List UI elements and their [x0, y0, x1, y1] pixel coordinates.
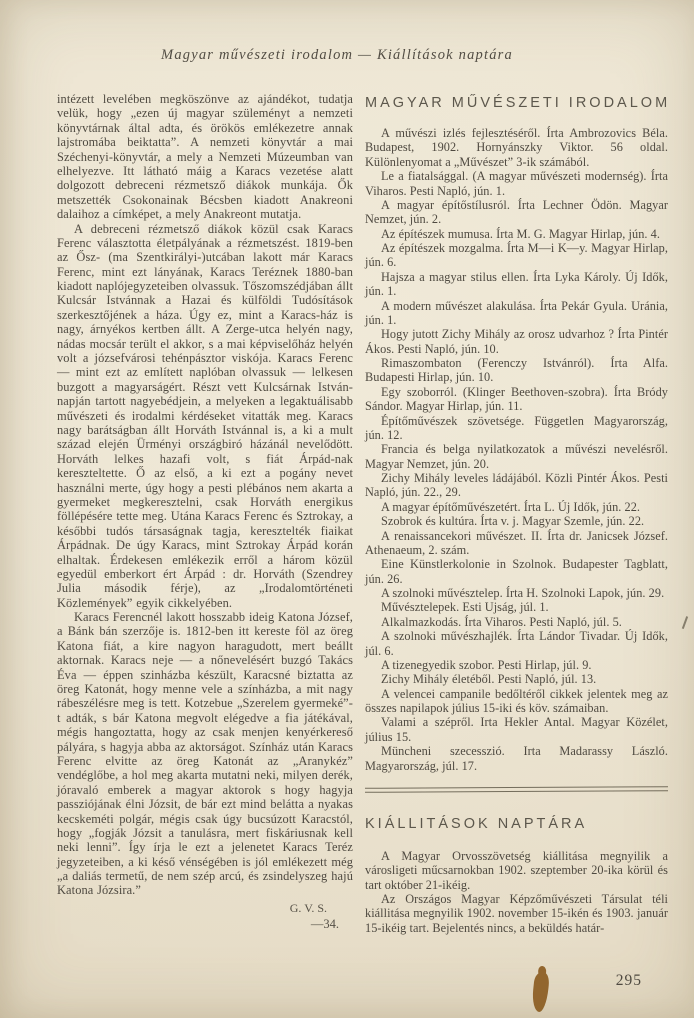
bibliography-entry: A szolnoki művészhajlék. Írta Lándor Tivadar. Új Idők, júl. 6. [365, 629, 668, 658]
bibliography-entry: A renaissancekori művészet. II. Írta dr. Janicsek József. Athenaeum, 2. szám. [365, 528, 668, 557]
bibliography-entry: Zichy Mihály leveles ládájából. Közli Pintér Ákos. Pesti Napló, jún. 22., 29. [365, 471, 668, 500]
ink-stain [531, 971, 550, 1012]
left-column [57, 92, 353, 932]
article-paragraph: intézett levelében megköszönve az ajándékot, tudatja velük, hogy „ezen új magyar szüleményt a nemzeti könyvtárnak által adta, és örökös emlékezetre annak lajstromába beiktatta”. A nemzeti könyvtár a mai Széchenyi-könyvtár, a mely a Nemzeti Múzeumban van elhelyezve. Itt látható máig a Karacs vezetése alatt dolgozott debreceni rézmetsző diákok munkája. Ők metszették Csokonainak Bécsben kiadott Anakreoni dalaihoz a címképet, a mely Anakreont mutatja. [57, 92, 353, 222]
bibliography-entry: Alkalmazkodás. Írta Viharos. Pesti Napló, júl. 5. [381, 614, 622, 629]
article-paragraph: A debreceni rézmetsző diákok közül csak Karacs Ferenc választotta életpályának a rézmetszést. 1819-ben az Ősz- (ma Szentkirályi-)utcában lakott már Karacs Ferenc, mint ezt lányának, Karacs Teréznek 1880-ban kiadott naplójegyzeteiben olvassuk. Tőszomszédjában állt Kulcsár Istvánnak a Hazai és külföldi Tudósítások szerkesztőjének a háza. Úgy ez, mint a Karacs-ház is nagy, árnyékos kertben állt. A Zerge-utca helyén nagy, nádas mocsár terült el akkor, s a mai képviselőház helyén volt a józsefvárosi tehénpásztor viskója. Karacs Ferenc — mint ezt az említett naplóban olvassuk — lelkesen buzgott a magyarságért. Részt vett Kulcsárnak István-napján tartott nagyebédjein, a melyeken a legaktuálisabb művészeti és irodalmi kérdéseket vitatták meg. Karacs nagy barátságban állt Horváth Istvánnal is, a ki a mult század elején Ürményi országbiró házánál nevelődött. Horváth lelkes hazafi volt, s fiát Árpád-nak kereszteltette. Ő az első, a ki ezt a pogány nevet használni merte, úgy hogy a pesti plébános nem akarta a gyermeket megkeresztelni, csak Horváth energikus föllépésére tette meg. Utána Karacs Ferenc és Sztrokay, a későbbi tudós társaságnak tagja, keresztelték fiaikat Árpádnak. De úgy Karacs, mint Sztrokay Árpád korán elhaltak. Érdekesen emlékezik erről a három közül egyedül emberkort ért Árpád : dr. Horváth (Szendrey Julia második férje), az „Irodalomtörténeti Közlemények” egyik cikkelyében. [57, 221, 353, 610]
bibliography-entry: Zichy Mihály életéből. Pesti Napló, júl. 13. [381, 672, 597, 687]
bibliography-entry: Művésztelepek. Esti Ujság, júl. 1. [381, 600, 549, 615]
bibliography-entry: Müncheni szecesszió. Irta Madarassy László. Magyarország, júl. 17. [365, 744, 668, 773]
bibliography-entry: A modern művészet alakulása. Írta Pekár Gyula. Uránia, jún. 1. [365, 298, 668, 327]
bibliography-entry: A magyar építőművészetért. Írta L. Új Idők, jún. 22. [381, 499, 641, 514]
running-head: Magyar művészeti irodalom — Kiállítások naptára [161, 47, 513, 63]
bibliography-entry: Hajsza a magyar stilus ellen. Írta Lyka Károly. Új Idők, jún. 1. [365, 269, 668, 299]
bibliography-entry: Valami a szépről. Irta Hekler Antal. Magyar Közélet, július 15. [365, 715, 668, 744]
bibliography-entry: Eine Künstlerkolonie in Szolnok. Budapester Tagblatt, jún. 26. [365, 557, 668, 586]
article-number: —34. [310, 916, 339, 931]
right-column [365, 92, 671, 935]
section-heading: MAGYAR MŰVÉSZETI IRODALOM [365, 95, 671, 111]
bibliography-entry: A művészi izlés fejlesztéséről. Írta Ambrozovics Béla. Budapest, 1902. Hornyánszky Viktor. 56 oldal. Különlenyomat a „Művészet” 3-ik számából. [365, 126, 668, 169]
calendar-entry: Az Országos Magyar Képzőművészeti Társulat téli kiállitása megnyilik 1902. november 15-ikén és 1903. január 15-ikéig tart. Bejelentés nincs, a beküldés határ- [365, 892, 668, 935]
bibliography-entry: A magyar építőstílusról. Írta Lechner Ödön. Magyar Nemzet, jún. 2. [365, 197, 668, 227]
bibliography-entry: Francia és belga nyilatkozatok a művészi nevelésről. Magyar Nemzet, jún. 20. [365, 442, 668, 471]
bibliography-entry: Építőművészek szövetsége. Független Magyarország, jún. 12. [365, 413, 668, 442]
bibliography-entry: Le a fiatalsággal. (A magyar művészeti modernség). Írta Viharos. Pesti Napló, jún. 1. [365, 169, 668, 198]
bibliography-entry: Az építészek mumusa. Írta M. G. Magyar Hirlap, jún. 4. [381, 226, 660, 241]
edge-scratch-mark [682, 616, 688, 629]
bibliography-entry: Hogy jutott Zichy Mihály az orosz udvarhoz ? Írta Pintér Ákos. Pesti Napló, jún. 10. [365, 327, 668, 356]
bibliography-entry: Rimaszombaton (Ferenczy Istvánról). Írta Alfa. Budapesti Hirlap, jún. 10. [365, 356, 668, 385]
page-number: 295 [615, 972, 642, 989]
bibliography-entry: Szobrok és kultúra. Írta v. j. Magyar Szemle, jún. 22. [381, 514, 645, 529]
bibliography-entry: A velencei campanile bedőltéről cikkek jelentek meg az összes napilapok július 15-iki és köv. számaiban. [365, 686, 668, 715]
bibliography-entry: Az építészek mozgalma. Írta M—i K—y. Magyar Hirlap, jún. 6. [365, 241, 668, 270]
calendar-entry: A Magyar Orvosszövetség kiállitása megnyilik a városligeti műcsarnokban 1902. szeptember 20-ika körül és tart október 21-ikéig. [365, 848, 668, 892]
author-initials: G. V. S. [289, 900, 327, 915]
bibliography-entry: Egy szoborról. (Klinger Beethoven-szobra). Írta Bródy Sándor. Magyar Hirlap, jún. 11. [365, 384, 668, 414]
bibliography-entry: A tizenegyedik szobor. Pesti Hirlap, júl. 9. [381, 657, 592, 672]
section-kiallitasok-naptara [365, 816, 668, 935]
page-body [57, 92, 671, 935]
article-paragraph: Karacs Ferencnél lakott hosszabb ideig Katona József, a Bánk bán szerzője is. 1812-ben itt kereste föl az öreg Katona fiát, a kire nagyon haragudott, mert beállt aktornak. Karacs neje — a nőnevelésért buzgó Takács Éva — éppen szinházba készült, Karacsné biztatta az öreg Katonát, hogy menne vele a színházba, a mit nagy rábeszélésre meg is tett. Kotzebue „Szerelem gyermeké”-t adták, s bár Katona megvolt elégedve a fia játékával, mégis hangoztatta, hogy az csak menjen kenyérkereső pályára, s hagyja abba az aktorságot. Színház után Karacs Ferenc elvitte az öreg Katonát az „Aranykéz” vendéglőbe, a hol meg akarta mutatni neki, milyen derék, jóravaló emberek a magyar aktorok s hogy hagyja passziójának élni Józsit, de bár ezt mind belátta a nyakas kecskeméti polgár, mégis csak úgy bucsúzott Karacstól, hogy „fogják Józsit a tanulásra, mert fiskáriusnak kell neki lenni”. Így írja le ezt a jelenetet Karacs Teréz jegyzeteiben, a ki késő vénségében is jól emlékezett még „a daliás termetű, de nem szép arcú, és zsindelyszeg hajú Katona Józsira.” [57, 610, 353, 898]
section-heading: KIÁLLITÁSOK NAPTÁRA [365, 815, 588, 832]
section-magyar-muveszeti-irodalom [365, 95, 671, 773]
bibliography-entry: A szolnoki művésztelep. Írta H. Szolnoki Lapok, jún. 29. [381, 586, 665, 600]
section-divider-rule [365, 786, 668, 793]
